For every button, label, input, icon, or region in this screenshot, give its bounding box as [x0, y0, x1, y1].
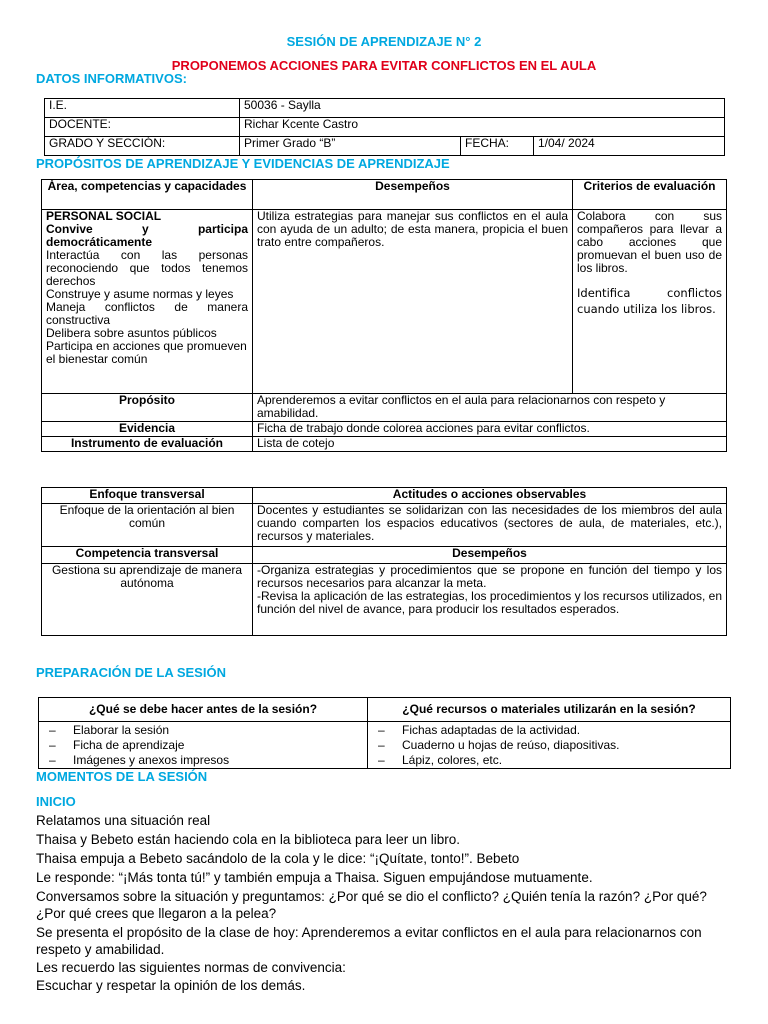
- recursos-cell: [368, 722, 731, 769]
- desempenos-transversal-cell: [253, 564, 727, 636]
- evidencia-label: Evidencia: [42, 422, 253, 437]
- col-antes: ¿Qué se debe hacer antes de la sesión?: [39, 698, 368, 722]
- ie-value: 50036 - Saylla: [240, 99, 725, 118]
- docente-label: DOCENTE:: [45, 118, 240, 137]
- area-name: PERSONAL SOCIAL: [46, 209, 162, 223]
- preparacion-heading: PREPARACIÓN DE LA SESIÓN: [36, 665, 226, 680]
- col-desempenos: Desempeños: [253, 180, 573, 210]
- grado-label: GRADO Y SECCIÓN:: [45, 137, 240, 156]
- fecha-label: FECHA:: [461, 137, 534, 156]
- capacidad-item: Construye y asume normas y leyes: [46, 287, 234, 301]
- col-desempenos-transversal: Desempeños: [253, 547, 727, 564]
- col-enfoque: Enfoque transversal: [42, 488, 253, 504]
- competencia-name: Convive y participa democráticamente: [46, 222, 248, 249]
- criterio-2: Identifica conflictos cuando utiliza los libros.: [577, 286, 722, 316]
- capacidad-item: Delibera sobre asuntos públicos: [46, 326, 217, 340]
- paragraph: Escuchar y respetar la opinión de los demás.: [36, 978, 306, 993]
- area-cell: [42, 210, 253, 394]
- paragraph: Se presenta el propósito de la clase de hoy: Aprenderemos a evitar conflictos en el aula para relacionarnos con respeto y amabilidad.: [36, 925, 702, 957]
- enfoque-value: Enfoque de la orientación al bien común: [42, 504, 253, 547]
- paragraph: Les recuerdo las siguientes normas de convivencia:: [36, 960, 346, 975]
- recurso-item: – Fichas adaptadas de la actividad.: [368, 723, 730, 738]
- antes-cell: [39, 722, 368, 769]
- paragraph: Le responde: “¡Más tonta tú!” y también empuja a Thaisa. Siguen empujándose mutuamente.: [36, 870, 593, 885]
- antes-item: – Elaborar la sesión: [39, 723, 367, 738]
- docente-value: Richar Kcente Castro: [240, 118, 725, 137]
- antes-item: – Ficha de aprendizaje: [39, 738, 367, 753]
- propositos-heading: PROPÓSITOS DE APRENDIZAJE Y EVIDENCIAS DE APRENDIZAJE: [36, 156, 450, 171]
- datos-table: [44, 98, 725, 156]
- session-title: SESIÓN DE APRENDIZAJE N° 2: [286, 34, 482, 49]
- paragraph: Thaisa y Bebeto están haciendo cola en la biblioteca para leer un libro.: [36, 832, 461, 847]
- desempeno-cell: Utiliza estrategias para manejar sus conflictos en el aula con ayuda de un adulto; de esta manera, propicia el buen trato entre compañeros.: [253, 210, 573, 394]
- session-subtitle: PROPONEMOS ACCIONES PARA EVITAR CONFLICTOS EN EL AULA: [171, 58, 597, 73]
- capacidad-item: Interactúa con las personas reconociendo que todos tenemos derechos: [46, 248, 248, 288]
- datos-heading: DATOS INFORMATIVOS:: [36, 71, 187, 86]
- col-area: Área, competencias y capacidades: [42, 180, 253, 210]
- paragraph: Relatamos una situación real: [36, 813, 211, 828]
- col-competencia: Competencia transversal: [42, 547, 253, 564]
- evidencia-value: Ficha de trabajo donde colorea acciones para evitar conflictos.: [253, 422, 727, 437]
- paragraph: Conversamos sobre la situación y preguntamos: ¿Por qué se dio el conflicto? ¿Quién tenía la razón? ¿Por qué? ¿Por qué crees que llegaron a la pelea?: [36, 889, 707, 921]
- enfoque-table: [41, 487, 727, 636]
- capacidad-item: Participa en acciones que promueven el bienestar común: [46, 339, 247, 366]
- momentos-heading: MOMENTOS DE LA SESIÓN: [36, 769, 208, 784]
- antes-item: – Imágenes y anexos impresos: [39, 753, 367, 768]
- criterio-1: Colabora con sus compañeros para llevar a cabo acciones que promuevan el buen uso de los libros.: [577, 209, 722, 275]
- inicio-heading: INICIO: [36, 794, 76, 809]
- propositos-table: [41, 179, 727, 452]
- col-recursos: ¿Qué recursos o materiales utilizarán en la sesión?: [368, 698, 731, 722]
- ie-label: I.E.: [45, 99, 240, 118]
- recurso-item: – Lápiz, colores, etc.: [368, 753, 730, 768]
- instrumento-value: Lista de cotejo: [253, 437, 727, 452]
- desempeno-transversal-2: -Revisa la aplicación de las estrategias, los procedimientos y los recursos utilizados, en función del nivel de avance, para producir los resultados esperados.: [257, 589, 722, 616]
- paragraph: Thaisa empuja a Bebeto sacándolo de la cola y le dice: “¡Quítate, tonto!”. Bebeto: [36, 851, 520, 866]
- competencia-value: Gestiona su aprendizaje de manera autónoma: [42, 564, 253, 636]
- proposito-value: Aprenderemos a evitar conflictos en el aula para relacionarnos con respeto y amabilidad.: [253, 394, 727, 422]
- capacidad-item: Maneja conflictos de manera constructiva: [46, 300, 248, 327]
- instrumento-label: Instrumento de evaluación: [42, 437, 253, 452]
- desempeno-transversal-1: -Organiza estrategias y procedimientos que se propone en función del tiempo y los recursos necesarios para alcanzar la meta.: [257, 563, 722, 590]
- col-actitudes: Actitudes o acciones observables: [253, 488, 727, 504]
- recurso-item: – Cuaderno u hojas de reúso, diapositivas.: [368, 738, 730, 753]
- criterios-cell: [573, 210, 727, 394]
- actitud-value: Docentes y estudiantes se solidarizan con las necesidades de los miembros del aula cuando comparten los espacios educativos (sectores de aula, de materiales, etc.), recursos y materiales.: [253, 504, 727, 547]
- col-criterios: Criterios de evaluación: [573, 180, 727, 210]
- proposito-label: Propósito: [42, 394, 253, 422]
- preparacion-table: [38, 697, 731, 769]
- grado-value: Primer Grado “B”: [240, 137, 461, 156]
- fecha-value: 1/04/ 2024: [534, 137, 725, 156]
